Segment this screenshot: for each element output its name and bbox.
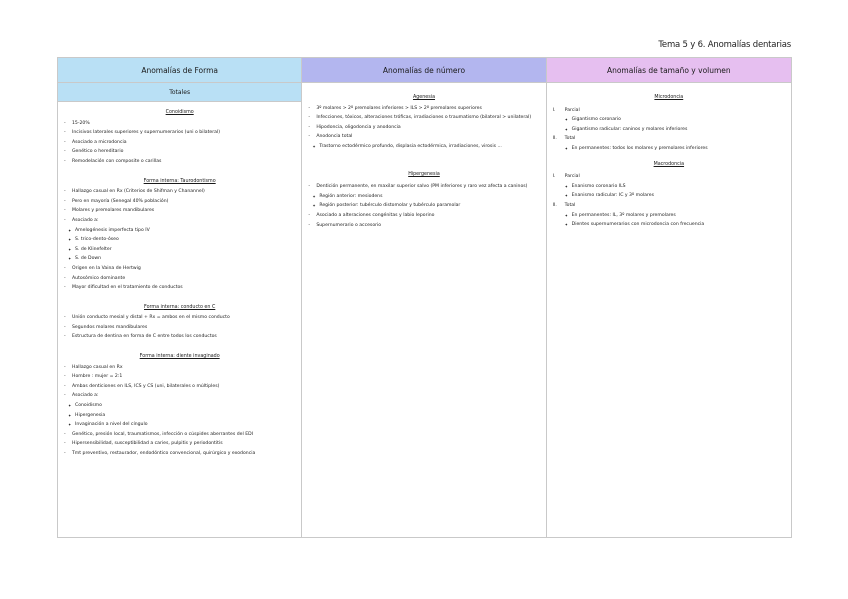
sub-item: ✦ Amelogénesis imperfecta tipo IV <box>68 226 295 236</box>
list-item: - Anodoncia total <box>308 132 539 142</box>
list-item: - 3º molares > 2º premolares inferiores > ILS > 2º premolares superiores <box>308 104 539 114</box>
sub-list <box>565 115 785 134</box>
sub-item: ✦ En permanentes: todos los molares y premolares inferiores <box>565 144 785 154</box>
section-taurodontismo <box>64 177 295 293</box>
sub-item: ✦ Invaginación a nivel del cíngulo <box>68 420 295 430</box>
sub-item: ✦ S. trico-dento-óseo <box>68 235 295 245</box>
bullet-list <box>308 104 539 142</box>
section-conoidismo <box>64 108 295 167</box>
sub-item: ✦ S. de Down <box>68 254 295 264</box>
bullet-list <box>64 187 295 225</box>
bullet-list <box>64 430 295 459</box>
document-title: Tema 5 y 6. Anomalías dentarias <box>658 40 791 50</box>
subheader-totales: Totales <box>58 83 301 102</box>
sub-list <box>312 142 539 152</box>
column-header-tamano: Anomalías de tamaño y volumen <box>547 58 791 83</box>
sub-item: ✦ Trastorno ectodérmico profundo, displasia ectodérmica, irradiaciones, virosis ... <box>312 142 539 152</box>
section-title: Agenesia <box>412 95 436 100</box>
list-item: - Asociado a: <box>64 391 295 401</box>
sub-item: ✦ Región anterior: mesiodens <box>312 192 539 202</box>
list-item: - Molares y premolares mandibulares <box>64 206 295 216</box>
list-item <box>553 172 785 201</box>
column-tamano <box>547 58 791 537</box>
list-item: - Remodelación con composite o carillas <box>64 157 295 167</box>
section-agenesia <box>308 93 539 152</box>
section-title: Forma interna: diente invaginado <box>139 354 220 360</box>
column-forma <box>58 58 302 537</box>
list-label: Total <box>564 136 576 142</box>
section-title: Hipergenesia <box>408 171 440 177</box>
numbered-list <box>553 106 785 154</box>
list-number: II. <box>552 136 557 142</box>
list-item: - Asociado a microdoncia <box>64 138 295 148</box>
bullet-list <box>308 211 539 230</box>
list-item: - Unión conducto mesial y distal + Rx = ambos en el mismo conducto <box>64 313 295 323</box>
column-header-numero: Anomalías de número <box>302 58 545 83</box>
list-item: - Origen en la Vaina de Hertwig <box>64 264 295 274</box>
bullet-list <box>64 363 295 401</box>
list-item: - Hombre : mujer = 2:1 <box>64 372 295 382</box>
sub-item: ✦ Gigantismo coronario <box>565 115 785 125</box>
sub-list <box>312 192 539 211</box>
list-item <box>553 106 785 135</box>
section-title: Forma interna: Taurodontismo <box>143 178 216 184</box>
list-item: - Tmt preventivo, restaurador, endodóntico convencional, quirúrgico y exodoncia <box>64 449 295 459</box>
list-item: - Autosómico dominante <box>64 274 295 284</box>
list-item: - Genético o hereditario <box>64 147 295 157</box>
bullet-list <box>308 182 539 192</box>
list-label: Parcial <box>564 174 580 180</box>
sub-list <box>68 226 295 264</box>
list-item: - Supernumerario o accesorio <box>308 221 539 231</box>
tamano-body <box>547 83 791 230</box>
sub-item: ✦ Enanismo coronario ILS <box>565 182 785 192</box>
section-title: Conoidismo <box>165 110 194 115</box>
sub-item: ✦ S. de Klinefelter <box>68 245 295 255</box>
section-title: Microdoncia <box>654 95 684 100</box>
sub-list <box>565 144 785 154</box>
list-item: - Pero en mayoría (Senegal 40% población) <box>64 197 295 207</box>
bullet-list <box>64 313 295 342</box>
section-microdoncia <box>553 93 785 154</box>
section-title: Forma interna: conducto en C <box>144 304 216 310</box>
sub-item: ✦ Gigantismo radicular: caninos y molares inferiores <box>565 125 785 135</box>
section-title: Macrodoncia <box>653 161 685 167</box>
sub-list <box>68 401 295 430</box>
list-item: - Hallazgo casual en Rx <box>64 363 295 373</box>
numbered-list <box>553 172 785 230</box>
sub-list <box>565 182 785 201</box>
section-diente-invaginado <box>64 352 295 459</box>
sub-item: ✦ Conoidismo <box>68 401 295 411</box>
bullet-list <box>64 264 295 293</box>
list-item: - Estructura de dentina en forma de C entre todos los conductos <box>64 332 295 342</box>
list-item: - Asociado a alteraciones congénitas y labio leporino <box>308 211 539 221</box>
list-item: - Dentición permanente, en maxilar superior salvo (PM inferiores y raro vez afecta a caninos) <box>308 182 539 192</box>
sub-item: ✦ Región posterior: tubérculo distomolar y tubérculo paramolar <box>312 201 539 211</box>
column-header-forma: Anomalías de Forma <box>58 58 301 83</box>
list-number: II. <box>552 202 557 208</box>
list-item: - Infecciones, tóxicos, alteraciones tróficas, irradiaciones o traumatismo (bilateral > unilateral) <box>308 113 539 123</box>
list-label: Total <box>564 202 576 208</box>
column-numero <box>302 58 546 537</box>
bullet-list <box>64 119 295 167</box>
list-item: - Ambas denticiones en ILS, ICS y CS (uni, bilaterales o múltiples) <box>64 382 295 392</box>
list-item: - 15-20% <box>64 119 295 129</box>
forma-body <box>58 102 301 459</box>
sub-list <box>565 211 785 230</box>
numero-body <box>302 83 545 230</box>
list-label: Parcial <box>564 107 580 113</box>
list-number: I. <box>552 174 556 180</box>
list-item: - Hipersensibilidad, susceptibilidad a caries, pulpitis y periodontitis <box>64 439 295 449</box>
list-item: - Incisivos laterales superiores y supernumerarios (uni o bilateral) <box>64 128 295 138</box>
list-item: - Hipodoncia, oligodoncia y anodoncia <box>308 123 539 133</box>
list-item <box>553 134 785 153</box>
section-macrodoncia <box>553 160 785 230</box>
sub-item: ✦ Enanismo radicular: IC y 3º molares <box>565 191 785 201</box>
sub-item: ✦ Dientes supernumerarios con microdoncia con frecuencia <box>565 220 785 230</box>
list-item: - Mayor dificultad en el tratamiento de conductos <box>64 283 295 293</box>
section-hipergenesia <box>308 170 539 231</box>
list-item: - Hallazgo casual en Rx (Criterios de Shifman y Chanannel) <box>64 187 295 197</box>
list-item: - Genético, presión local, traumatismos, infección o cúspides aberrantes del EDI <box>64 430 295 440</box>
sub-item: ✦ Hipergenesia <box>68 411 295 421</box>
list-item <box>553 201 785 230</box>
list-item: - Segundos molares mandibulares <box>64 323 295 333</box>
sub-item: ✦ En permanentes: IL, 3º molares y premolares <box>565 211 785 221</box>
anomalias-table <box>57 57 792 538</box>
section-conducto-c <box>64 303 295 342</box>
list-number: I. <box>552 107 556 113</box>
list-item: - Asociado a: <box>64 216 295 226</box>
